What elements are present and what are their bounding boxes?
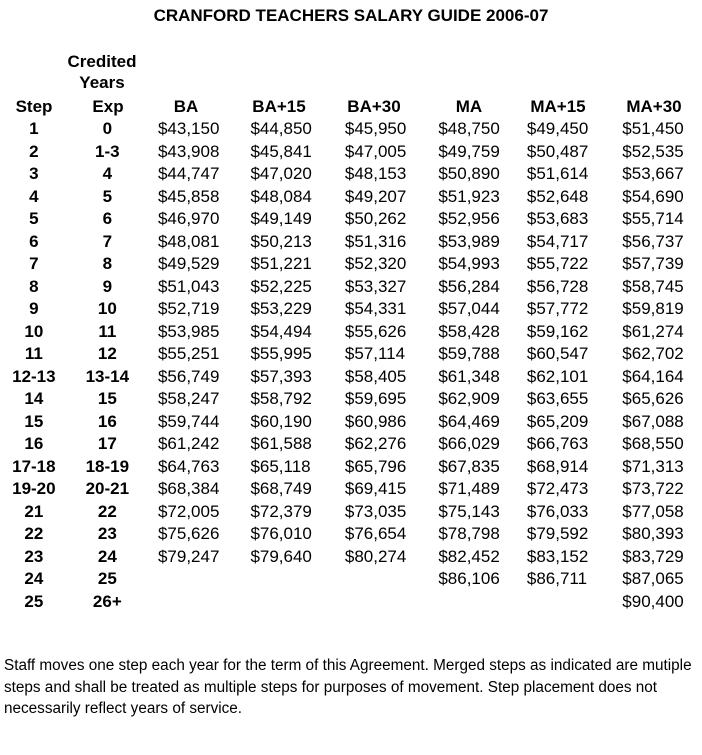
salary-cell-ba30: $57,114	[344, 344, 406, 364]
column-header-ba15: BA+15	[252, 97, 306, 116]
salary-cell-ba: $45,858	[157, 186, 220, 206]
salary-cell-ma30: $55,714	[622, 209, 684, 229]
table-row	[4, 321, 702, 344]
salary-cell-ba15: $60,190	[250, 411, 312, 431]
salary-cell-ma15: $56,728	[526, 276, 589, 296]
table-row	[4, 163, 702, 186]
exp-cell: 22	[97, 501, 117, 521]
salary-cell-ba30: $55,626	[344, 321, 407, 341]
salary-cell-ma30: $51,450	[622, 119, 684, 139]
salary-cell-ba30: $69,415	[344, 479, 407, 499]
salary-cell-ma30: $53,667	[622, 164, 684, 184]
step-cell: 11	[24, 344, 43, 364]
salary-cell-ba: $53,985	[157, 321, 220, 341]
table-row	[4, 433, 702, 456]
salary-cell-ma15: $66,763	[526, 434, 589, 454]
table-row	[4, 141, 702, 164]
salary-cell-ba: $68,384	[157, 479, 220, 499]
exp-cell: 20-21	[85, 479, 130, 499]
salary-cell-ma: $82,452	[438, 546, 500, 566]
salary-cell-ma15: $83,152	[526, 546, 589, 566]
table-row	[4, 523, 702, 546]
salary-cell-ba15: $44,850	[250, 119, 312, 139]
salary-table	[4, 118, 702, 613]
salary-cell-ba	[151, 591, 250, 614]
salary-cell-ma15: $76,033	[526, 501, 589, 521]
table-row	[4, 501, 702, 524]
step-cell: 5	[29, 209, 39, 229]
salary-cell-ma15: $54,717	[526, 231, 589, 251]
table-row	[4, 591, 702, 614]
salary-cell-ma: $61,348	[438, 366, 500, 386]
salary-cell-ba15: $47,020	[250, 164, 312, 184]
salary-cell-ma: $48,750	[438, 119, 500, 139]
step-cell: 1	[29, 119, 39, 139]
salary-cell-ma15	[527, 591, 622, 614]
exp-cell: 15	[97, 389, 117, 409]
salary-cell-ma30: $71,313	[622, 456, 684, 476]
table-row	[4, 478, 702, 501]
salary-cell-ma30: $90,400	[622, 591, 684, 611]
salary-cell-ma: $66,029	[438, 434, 500, 454]
salary-cell-ba15: $55,995	[250, 344, 312, 364]
salary-cell-ba30: $48,153	[344, 164, 407, 184]
salary-cell-ma15: $60,547	[526, 344, 589, 364]
salary-cell-ma	[438, 591, 527, 614]
step-cell: 19-20	[12, 479, 56, 499]
salary-cell-ma15: $79,592	[526, 524, 589, 544]
step-cell: 6	[29, 231, 39, 251]
exp-cell: 6	[102, 209, 113, 229]
column-header-ma: MA	[455, 97, 483, 116]
salary-cell-ma: $53,989	[438, 231, 500, 251]
step-cell: 21	[24, 501, 44, 521]
table-row	[4, 366, 702, 389]
table-row	[4, 388, 702, 411]
salary-cell-ma30: $67,088	[622, 411, 684, 431]
salary-cell-ba: $55,251	[157, 344, 220, 364]
salary-cell-ba: $43,150	[157, 119, 220, 139]
salary-cell-ma30: $73,722	[622, 479, 684, 499]
exp-cell: 10	[97, 299, 117, 319]
salary-cell-ma30: $77,058	[622, 501, 684, 521]
salary-cell-ma: $49,759	[438, 141, 500, 161]
salary-cell-ba30: $54,331	[344, 299, 407, 319]
salary-cell-ba30: $47,005	[344, 141, 407, 161]
salary-cell-ba30: $65,796	[344, 456, 407, 476]
salary-cell-ba15: $49,149	[250, 209, 312, 229]
salary-cell-ba30: $50,262	[344, 209, 407, 229]
salary-cell-ba: $59,744	[157, 411, 220, 431]
column-header-ba30: BA+30	[347, 97, 401, 116]
salary-cell-ma: $59,788	[438, 344, 500, 364]
step-cell: 16	[24, 434, 44, 454]
exp-header: Exp	[92, 97, 124, 116]
salary-cell-ma30: $56,737	[622, 231, 684, 251]
salary-cell-ba: $61,242	[157, 434, 220, 454]
salary-cell-ba30: $76,654	[344, 524, 407, 544]
salary-cell-ma: $75,143	[438, 501, 500, 521]
salary-cell-ma15: $50,487	[526, 141, 589, 161]
salary-cell-ba15: $72,379	[250, 501, 312, 521]
step-header: Step	[15, 97, 53, 116]
salary-cell-ba15: $57,393	[250, 366, 312, 386]
salary-cell-ma15: $72,473	[526, 479, 589, 499]
salary-cell-ma15: $52,648	[526, 186, 589, 206]
salary-cell-ma: $54,993	[438, 254, 500, 274]
step-cell: 14	[24, 389, 44, 409]
salary-cell-ma15: $86,711	[526, 569, 588, 589]
salary-cell-ba15: $58,792	[250, 389, 312, 409]
exp-cell: 24	[97, 546, 117, 566]
footnote: Staff moves one step each year for the term of this Agreement. Merged steps as indicated are mutiple steps and shall be treated as multiple steps for purposes of movement. Step placement does not necessarily reflect years of service.	[4, 657, 692, 717]
salary-cell-ma15: $53,683	[526, 209, 589, 229]
salary-cell-ba15: $54,494	[250, 321, 312, 341]
salary-cell-ma15: $59,162	[526, 321, 589, 341]
salary-cell-ma15: $68,914	[526, 456, 589, 476]
salary-cell-ba30: $62,276	[344, 434, 407, 454]
salary-cell-ma30: $52,535	[622, 141, 684, 161]
salary-cell-ba: $75,626	[157, 524, 220, 544]
salary-cell-ma30: $57,739	[622, 254, 684, 274]
salary-cell-ma15: $49,450	[526, 119, 589, 139]
years-label: Years	[79, 73, 125, 92]
salary-cell-ba30: $73,035	[344, 501, 407, 521]
salary-cell-ma30: $87,065	[622, 569, 684, 589]
exp-cell: 18-19	[85, 456, 130, 476]
column-header-ba: BA	[173, 97, 199, 116]
salary-cell-ba: $48,081	[157, 231, 220, 251]
exp-cell: 5	[102, 186, 113, 206]
table-row	[4, 186, 702, 209]
step-cell: 15	[24, 411, 44, 431]
table-row	[4, 253, 702, 276]
salary-cell-ba	[151, 568, 250, 591]
table-row	[4, 411, 702, 434]
step-cell: 24	[24, 569, 44, 589]
exp-cell: 1-3	[95, 141, 120, 161]
salary-cell-ma: $51,923	[438, 186, 500, 206]
salary-cell-ba15: $45,841	[250, 141, 312, 161]
salary-cell-ma30: $58,745	[622, 276, 684, 296]
table-row	[4, 456, 702, 479]
table-row	[4, 343, 702, 366]
salary-cell-ma30: $68,550	[622, 434, 684, 454]
exp-cell: 23	[97, 524, 117, 544]
column-header-ma30: MA+30	[626, 97, 682, 116]
step-cell: 17-18	[12, 456, 56, 476]
salary-cell-ma15: $57,772	[526, 299, 589, 319]
salary-cell-ba: $43,908	[157, 141, 220, 161]
salary-cell-ba15: $48,084	[250, 186, 312, 206]
exp-cell: 11	[98, 321, 117, 341]
salary-table-body	[4, 118, 702, 613]
step-cell: 9	[29, 299, 39, 319]
exp-cell: 8	[102, 254, 113, 274]
salary-cell-ma: $64,469	[438, 411, 500, 431]
table-row	[4, 208, 702, 231]
salary-cell-ma: $71,489	[438, 479, 500, 499]
salary-cell-ma30: $54,690	[622, 186, 684, 206]
salary-cell-ma: $67,835	[438, 456, 500, 476]
salary-cell-ma: $62,909	[438, 389, 500, 409]
salary-cell-ba: $49,529	[157, 254, 220, 274]
salary-cell-ma: $86,106	[438, 569, 500, 589]
salary-cell-ba: $79,247	[157, 546, 220, 566]
exp-cell: 17	[97, 434, 117, 454]
step-cell: 10	[24, 321, 44, 341]
step-cell: 3	[29, 164, 39, 184]
table-row	[4, 118, 702, 141]
salary-cell-ba30: $59,695	[344, 389, 407, 409]
salary-cell-ma30: $80,393	[622, 524, 684, 544]
page-title: CRANFORD TEACHERS SALARY GUIDE 2006-07	[153, 6, 549, 25]
step-cell: 8	[29, 276, 39, 296]
salary-cell-ba30: $45,950	[344, 119, 407, 139]
table-row	[4, 546, 702, 569]
salary-cell-ba30: $51,316	[344, 231, 407, 251]
exp-cell: 4	[102, 164, 113, 184]
column-header-ma15: MA+15	[530, 97, 586, 116]
salary-cell-ba30	[345, 568, 438, 591]
salary-cell-ma: $56,284	[438, 276, 500, 296]
step-cell: 25	[24, 591, 44, 611]
salary-cell-ba15: $68,749	[250, 479, 312, 499]
table-row	[4, 298, 702, 321]
salary-cell-ba15: $61,588	[250, 434, 312, 454]
salary-cell-ma30: $65,626	[622, 389, 684, 409]
salary-cell-ma30: $59,819	[622, 299, 684, 319]
table-row	[4, 231, 702, 254]
salary-cell-ma: $57,044	[438, 299, 500, 319]
salary-cell-ba30	[345, 591, 438, 614]
salary-cell-ba15: $65,118	[250, 456, 311, 476]
table-row	[4, 276, 702, 299]
salary-cell-ma: $58,428	[438, 321, 500, 341]
salary-cell-ba15: $51,221	[250, 254, 312, 274]
salary-cell-ba: $51,043	[157, 276, 220, 296]
salary-cell-ma15: $65,209	[526, 411, 589, 431]
credited-label: Credited	[67, 52, 137, 71]
salary-cell-ba30: $49,207	[344, 186, 407, 206]
salary-cell-ba: $58,247	[157, 389, 220, 409]
salary-cell-ba30: $80,274	[344, 546, 407, 566]
salary-cell-ba: $46,970	[157, 209, 220, 229]
salary-cell-ma30: $83,729	[622, 546, 684, 566]
salary-cell-ba30: $58,405	[344, 366, 407, 386]
salary-cell-ma15: $63,655	[526, 389, 589, 409]
salary-cell-ma: $78,798	[438, 524, 500, 544]
salary-cell-ba15: $50,213	[250, 231, 312, 251]
salary-cell-ba30: $52,320	[344, 254, 407, 274]
salary-cell-ma30: $64,164	[622, 366, 684, 386]
exp-cell: 13-14	[85, 366, 130, 386]
salary-cell-ba15: $79,640	[250, 546, 312, 566]
exp-cell: 7	[102, 231, 113, 251]
step-cell: 12-13	[12, 366, 56, 386]
exp-cell: 16	[97, 411, 117, 431]
salary-cell-ba: $72,005	[157, 501, 220, 521]
salary-cell-ba15: $53,229	[250, 299, 312, 319]
salary-cell-ba30: $53,327	[344, 276, 407, 296]
salary-cell-ma: $50,890	[438, 164, 500, 184]
step-cell: 23	[24, 546, 44, 566]
salary-cell-ba: $44,747	[157, 164, 220, 184]
salary-cell-ma15: $62,101	[526, 366, 589, 386]
step-cell: 2	[29, 141, 39, 161]
salary-cell-ba15	[250, 568, 344, 591]
salary-cell-ma30: $62,702	[622, 344, 684, 364]
step-cell: 22	[24, 524, 44, 544]
salary-cell-ba30: $60,986	[344, 411, 407, 431]
table-row	[4, 568, 702, 591]
exp-cell: 12	[97, 344, 117, 364]
exp-cell: 0	[102, 119, 113, 139]
salary-cell-ba15: $52,225	[250, 276, 312, 296]
salary-cell-ma15: $51,614	[526, 164, 589, 184]
step-cell: 4	[29, 186, 39, 206]
salary-cell-ma15: $55,722	[526, 254, 589, 274]
salary-cell-ba: $64,763	[157, 456, 220, 476]
salary-cell-ma30: $61,274	[622, 321, 684, 341]
exp-cell: 25	[97, 569, 117, 589]
salary-cell-ba15: $76,010	[250, 524, 312, 544]
exp-cell: 9	[102, 276, 113, 296]
salary-cell-ba: $52,719	[157, 299, 220, 319]
credited-years-header	[50, 51, 154, 93]
salary-cell-ba15	[250, 591, 344, 614]
salary-cell-ma: $52,956	[438, 209, 500, 229]
step-cell: 7	[29, 254, 39, 274]
exp-cell: 26+	[92, 591, 122, 611]
salary-cell-ba: $56,749	[157, 366, 220, 386]
